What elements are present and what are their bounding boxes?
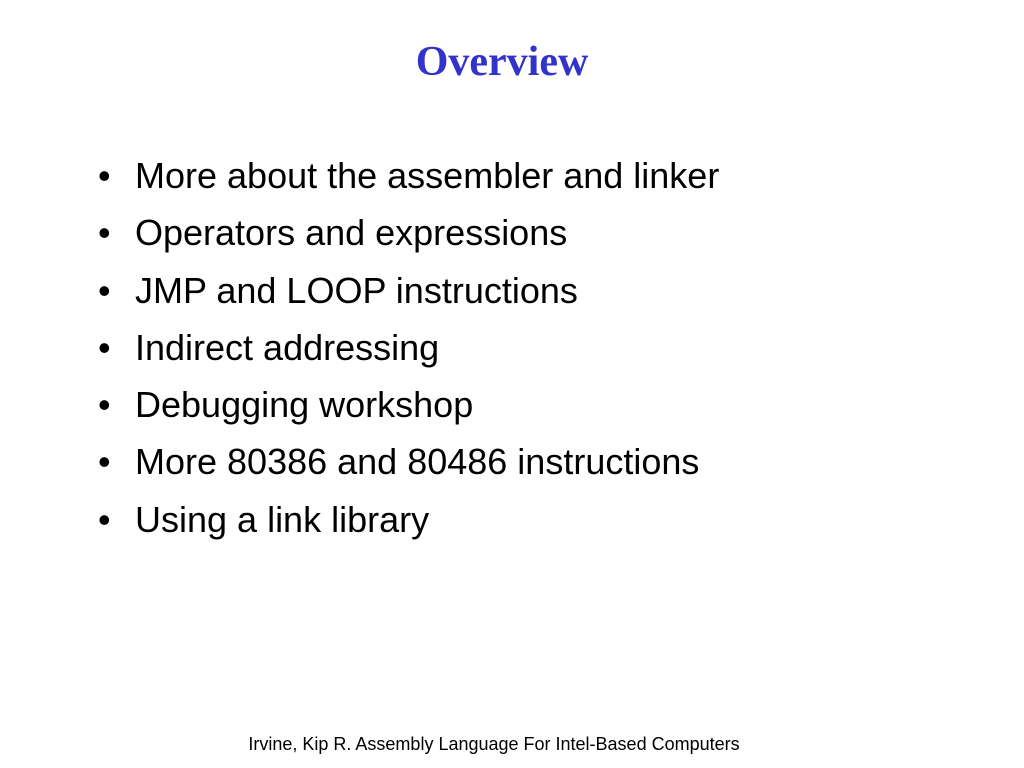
bullet-icon: • — [98, 212, 111, 254]
bullet-icon: • — [98, 498, 111, 540]
bullet-icon: • — [98, 441, 111, 483]
bullet-text: Using a link library — [135, 498, 430, 540]
bullet-item — [98, 265, 719, 322]
bullet-icon: • — [98, 155, 111, 196]
bullet-item — [98, 207, 719, 264]
bullet-icon: • — [98, 326, 111, 368]
bullet-text: JMP and LOOP instructions — [135, 269, 578, 311]
bullet-icon: • — [98, 269, 111, 311]
bullet-icon: • — [98, 384, 111, 426]
bullet-text: More 80386 and 80486 instructions — [135, 441, 700, 483]
bullet-list — [98, 150, 719, 551]
footer-citation: Irvine, Kip R. Assembly Language For Intel-Based Computers — [248, 734, 740, 754]
bullet-text: Indirect addressing — [135, 326, 440, 368]
bullet-item — [98, 436, 719, 493]
bullet-text: Debugging workshop — [135, 384, 474, 426]
bullet-item — [98, 379, 719, 436]
bullet-item — [98, 150, 719, 207]
bullet-text: More about the assembler and linker — [135, 155, 720, 196]
bullet-text: Operators and expressions — [135, 212, 568, 254]
bullet-item — [98, 494, 719, 551]
bullet-item — [98, 322, 719, 379]
slide-title: Overview — [415, 39, 589, 85]
